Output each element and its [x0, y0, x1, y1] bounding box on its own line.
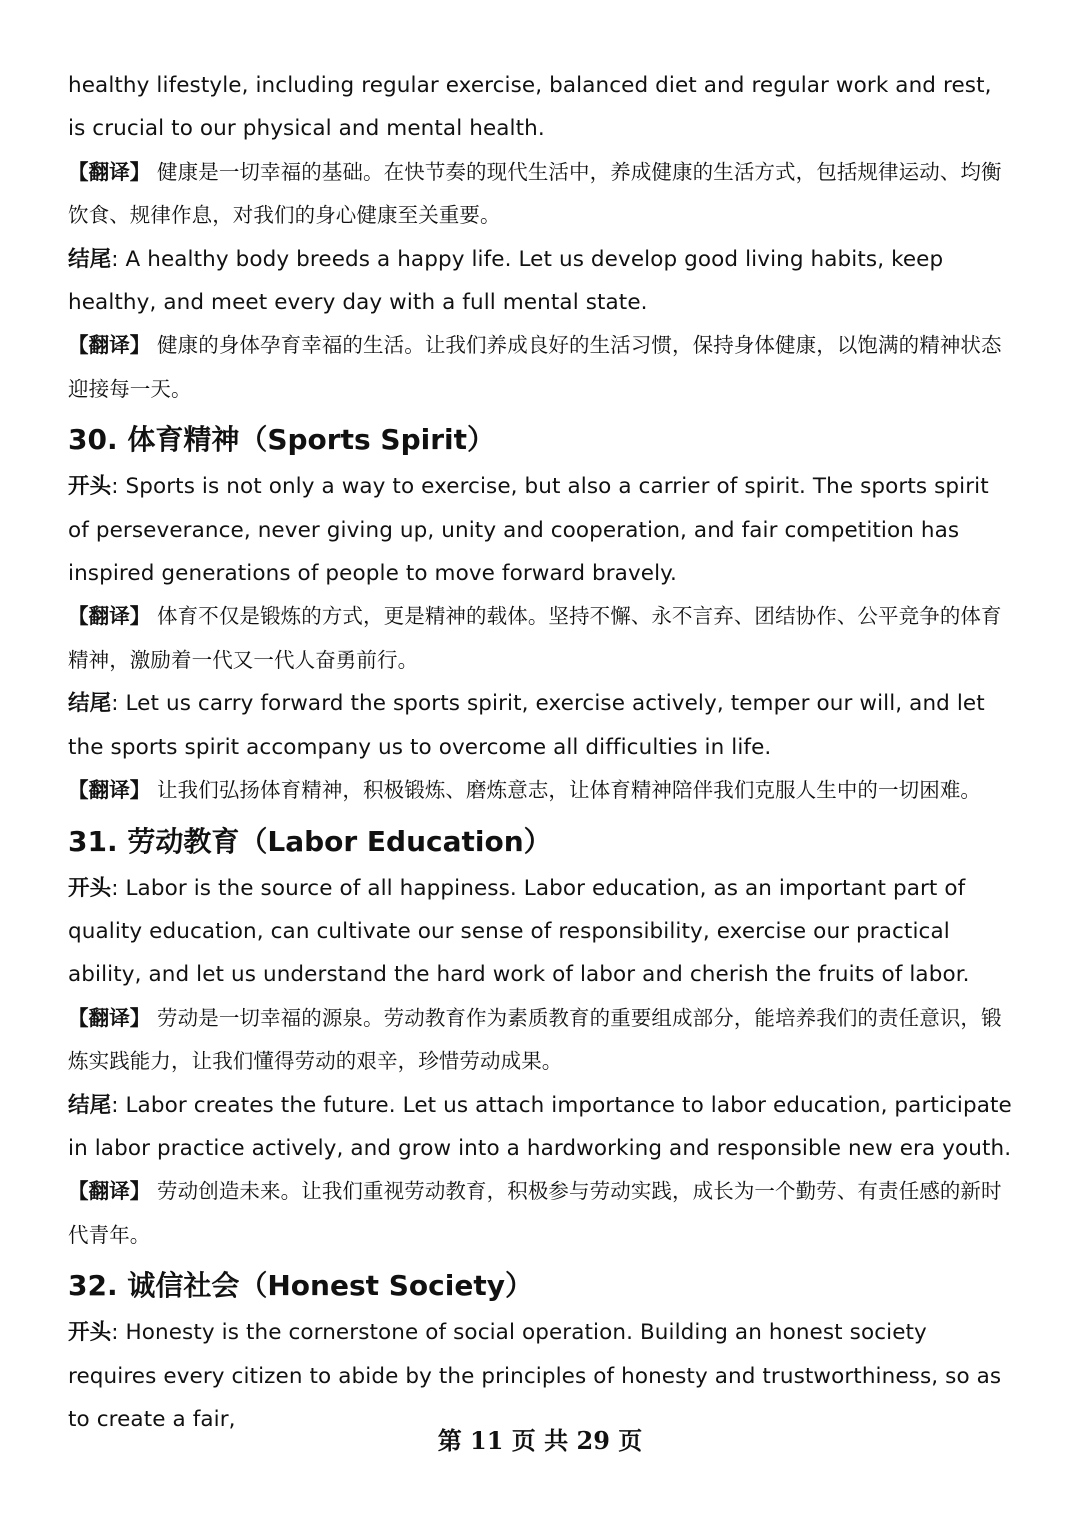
opening-label: 开头: [68, 474, 112, 500]
translation-text: 健康的身体孕育幸福的生活。让我们养成良好的生活习惯，保持身体健康，以饱满的精神状态迎接每一天。: [68, 333, 1002, 401]
opening-paragraph: [68, 867, 1012, 997]
opening-translation-paragraph: [68, 595, 1012, 682]
intro-tail-paragraph: [68, 64, 1012, 151]
opening-translation-paragraph: [68, 997, 1012, 1084]
ending-paragraph: [68, 238, 1012, 325]
translation-text: 劳动是一切幸福的源泉。劳动教育作为素质教育的重要组成部分，能培养我们的责任意识，锻炼实践能力，让我们懂得劳动的艰辛，珍惜劳动成果。: [68, 1005, 1002, 1074]
section-heading-sports-spirit: 30. 体育精神（Sports Spirit）: [68, 423, 496, 457]
opening-paragraph: [68, 465, 1012, 595]
ending-text: : Labor creates the future. Let us attach importance to labor education, participate in labor practice actively, and grow into a hardworking and responsible new era youth.: [68, 1092, 1012, 1161]
opening-text: : Honesty is the cornerstone of social operation. Building an honest society requires every citizen to abide by the principles of honesty and trustworthiness, so as to create a fair,: [68, 1320, 1002, 1432]
ending-paragraph: [68, 1084, 1012, 1171]
opening-paragraph: [68, 1311, 1012, 1441]
document-page: [68, 64, 1012, 1441]
translation-label: 【翻译】: [68, 604, 151, 629]
translation-label: 【翻译】: [68, 159, 151, 184]
translation-label: 【翻译】: [68, 1005, 151, 1030]
ending-text: : A healthy body breeds a happy life. Let us develop good living habits, keep healthy, and meet every day with a full mental state.: [68, 246, 944, 316]
translation-text: 让我们弘扬体育精神，积极锻炼、磨炼意志，让体育精神陪伴我们克服人生中的一切困难。: [150, 778, 982, 803]
ending-translation-paragraph: [68, 1170, 1012, 1257]
page-number-footer: 第 11 页 共 29 页: [437, 1426, 643, 1455]
ending-label: 结尾: [68, 1092, 112, 1118]
opening-text: : Labor is the source of all happiness. Labor education, as an important part of quality education, can cultivate our sense of responsibility, exercise our practical ability, and let us understand the hard work of labor and cherish the fruits of labor.: [68, 875, 970, 988]
translation-label: 【翻译】: [68, 333, 151, 358]
ending-translation-paragraph: [68, 324, 1012, 411]
translation-label: 【翻译】: [68, 778, 151, 803]
translation-text: 体育不仅是锻炼的方式，更是精神的载体。坚持不懈、永不言弃、团结协作、公平竞争的体育精神，激励着一代又一代人奋勇前行。: [68, 604, 1002, 672]
ending-translation-paragraph: [68, 769, 1012, 812]
ending-label: 结尾: [68, 691, 112, 717]
opening-text: : Sports is not only a way to exercise, but also a carrier of spirit. The sports spirit of perseverance, never giving up, unity and cooperation, and fair competition has inspired generations of people to move forward bravely.: [68, 474, 989, 587]
translation-text: 健康是一切幸福的基础。在快节奏的现代生活中，养成健康的生活方式，包括规律运动、均衡饮食、规律作息，对我们的身心健康至关重要。: [68, 159, 1002, 228]
ending-label: 结尾: [68, 246, 112, 272]
ending-paragraph: [68, 682, 1012, 769]
section-heading-labor-education: 31. 劳动教育（Labor Education）: [68, 824, 552, 858]
translation-label: 【翻译】: [68, 1179, 151, 1204]
intro-tail-text: healthy lifestyle, including regular exercise, balanced diet and regular work and rest, is crucial to our physical and mental health.: [68, 73, 992, 142]
opening-label: 开头: [68, 875, 112, 901]
translation-text: 劳动创造未来。让我们重视劳动教育，积极参与劳动实践，成长为一个勤劳、有责任感的新时代青年。: [68, 1179, 1002, 1247]
ending-text: : Let us carry forward the sports spirit, exercise actively, temper our will, and let the sports spirit accompany us to overcome all difficulties in life.: [68, 691, 985, 760]
opening-label: 开头: [68, 1320, 112, 1346]
intro-translation-paragraph: [68, 151, 1012, 238]
section-heading-honest-society: 32. 诚信社会（Honest Society）: [68, 1269, 533, 1303]
